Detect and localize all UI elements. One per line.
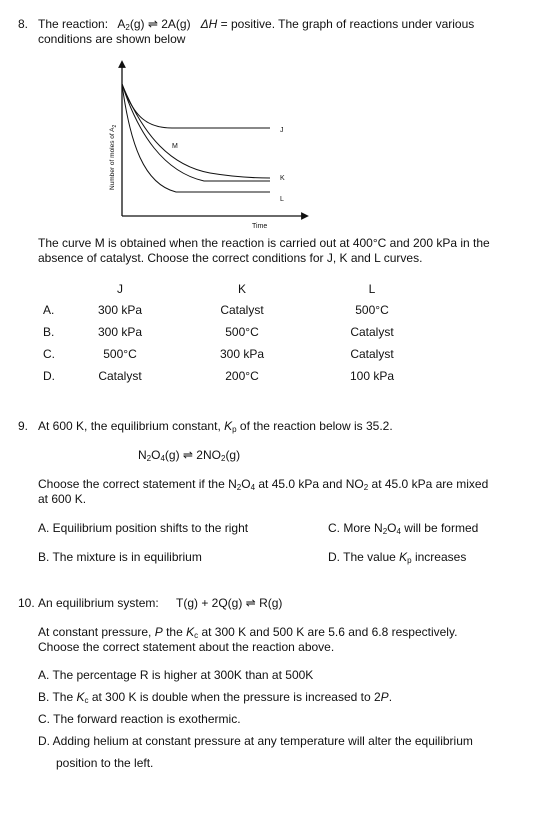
q8-option-letter[interactable]: B. xyxy=(43,325,55,339)
q9-equation: $N_2O_4(g)$ ⇌ $2NO_2(g)$ xyxy=(138,448,241,463)
q8-intro-line1: The reaction: $A_2(g)$ ⇌ 2A(g) ΔH = positive. The graph of reactions under various xyxy=(38,17,475,32)
q8-cell-j: Catalyst xyxy=(98,369,142,383)
q8-cell-l: Catalyst xyxy=(350,325,394,339)
q10-option-b[interactable]: B. The $K_c$ at 300 K is double when the pressure is increased to 2P. xyxy=(38,690,393,705)
curve-l xyxy=(122,84,270,192)
x-axis-label: Time xyxy=(252,223,268,230)
q8-cell-l: Catalyst xyxy=(350,347,394,361)
q9-option-d[interactable]: D. The value $K_p$ increases xyxy=(328,550,467,565)
curve-label-j: J xyxy=(280,127,284,134)
q8-reaction: $A_2(g)$ ⇌ 2A(g) xyxy=(117,17,191,32)
q8-cell-k: 200°C xyxy=(225,369,259,383)
q8-intro-line2: conditions are shown below xyxy=(38,32,186,46)
q10-option-c[interactable]: C. The forward reaction is exothermic. xyxy=(38,712,241,726)
q10-equation: T(g) + 2Q(g) ⇌ R(g) xyxy=(176,596,283,610)
q10-option-a[interactable]: A. The percentage R is higher at 300K than at 500K xyxy=(38,668,314,682)
q10-option-d[interactable]: D. Adding helium at constant pressure at any temperature will alter the equilibrium xyxy=(38,734,473,748)
q10-option-d-line2: position to the left. xyxy=(56,756,154,770)
q8-paragraph: The curve M is obtained when the reaction is carried out at 400°C and 200 kPa in the absence of catalyst. Choose the correct conditions for J, K and L curves. xyxy=(38,236,490,265)
curve-j xyxy=(122,84,270,128)
q8-col-header-l: L xyxy=(368,282,376,296)
q8-option-letter[interactable]: C. xyxy=(43,347,55,361)
q8-number: 8. xyxy=(18,17,29,31)
q10-line2: Choose the correct statement about the reaction above. xyxy=(38,640,335,654)
curve-m xyxy=(122,84,270,178)
curve-label-m: M xyxy=(172,143,178,150)
q8-cell-k: 300 kPa xyxy=(219,347,265,361)
q9-number: 9. xyxy=(18,419,29,433)
q8-cell-k: 500°C xyxy=(225,325,259,339)
q8-cell-l: 100 kPa xyxy=(349,369,395,383)
y-axis-label: Number of moles of $A_2$ xyxy=(109,124,118,190)
q9-statement-line1: Choose the correct statement if the $N_2O_4$ at 45.0 kPa and $NO_2$ at 45.0 kPa are mixed xyxy=(38,477,489,492)
q8-cell-l: 500°C xyxy=(355,303,389,317)
q9-option-a[interactable]: A. Equilibrium position shifts to the right xyxy=(38,521,249,535)
curve-label-l: L xyxy=(280,196,284,203)
q10-line1: At constant pressure, P the $K_c$ at 300 K and 500 K are 5.6 and 6.8 respectively. xyxy=(38,625,458,640)
q9-statement-line2: at 600 K. xyxy=(38,492,87,506)
q10-number: 10. xyxy=(18,596,35,610)
curve-label-k: K xyxy=(280,175,285,182)
q8-col-header-j: J xyxy=(117,282,123,296)
q8-col-header-k: K xyxy=(237,282,246,296)
q8-cell-j: 300 kPa xyxy=(97,303,143,317)
q8-graph xyxy=(100,58,310,233)
q9-line1: At 600 K, the equilibrium constant, $K_p$ of the reaction below is 35.2. xyxy=(38,419,393,434)
q8-cell-j: 500°C xyxy=(103,347,137,361)
q10-intro: An equilibrium system: xyxy=(38,596,159,610)
q9-option-c[interactable]: C. More $N_2O_4$ will be formed xyxy=(328,521,479,536)
q8-option-letter[interactable]: D. xyxy=(43,369,55,383)
q8-option-letter[interactable]: A. xyxy=(43,303,55,317)
q8-cell-j: 300 kPa xyxy=(97,325,143,339)
q8-cell-k: Catalyst xyxy=(220,303,264,317)
q9-option-b[interactable]: B. The mixture is in equilibrium xyxy=(38,550,202,564)
